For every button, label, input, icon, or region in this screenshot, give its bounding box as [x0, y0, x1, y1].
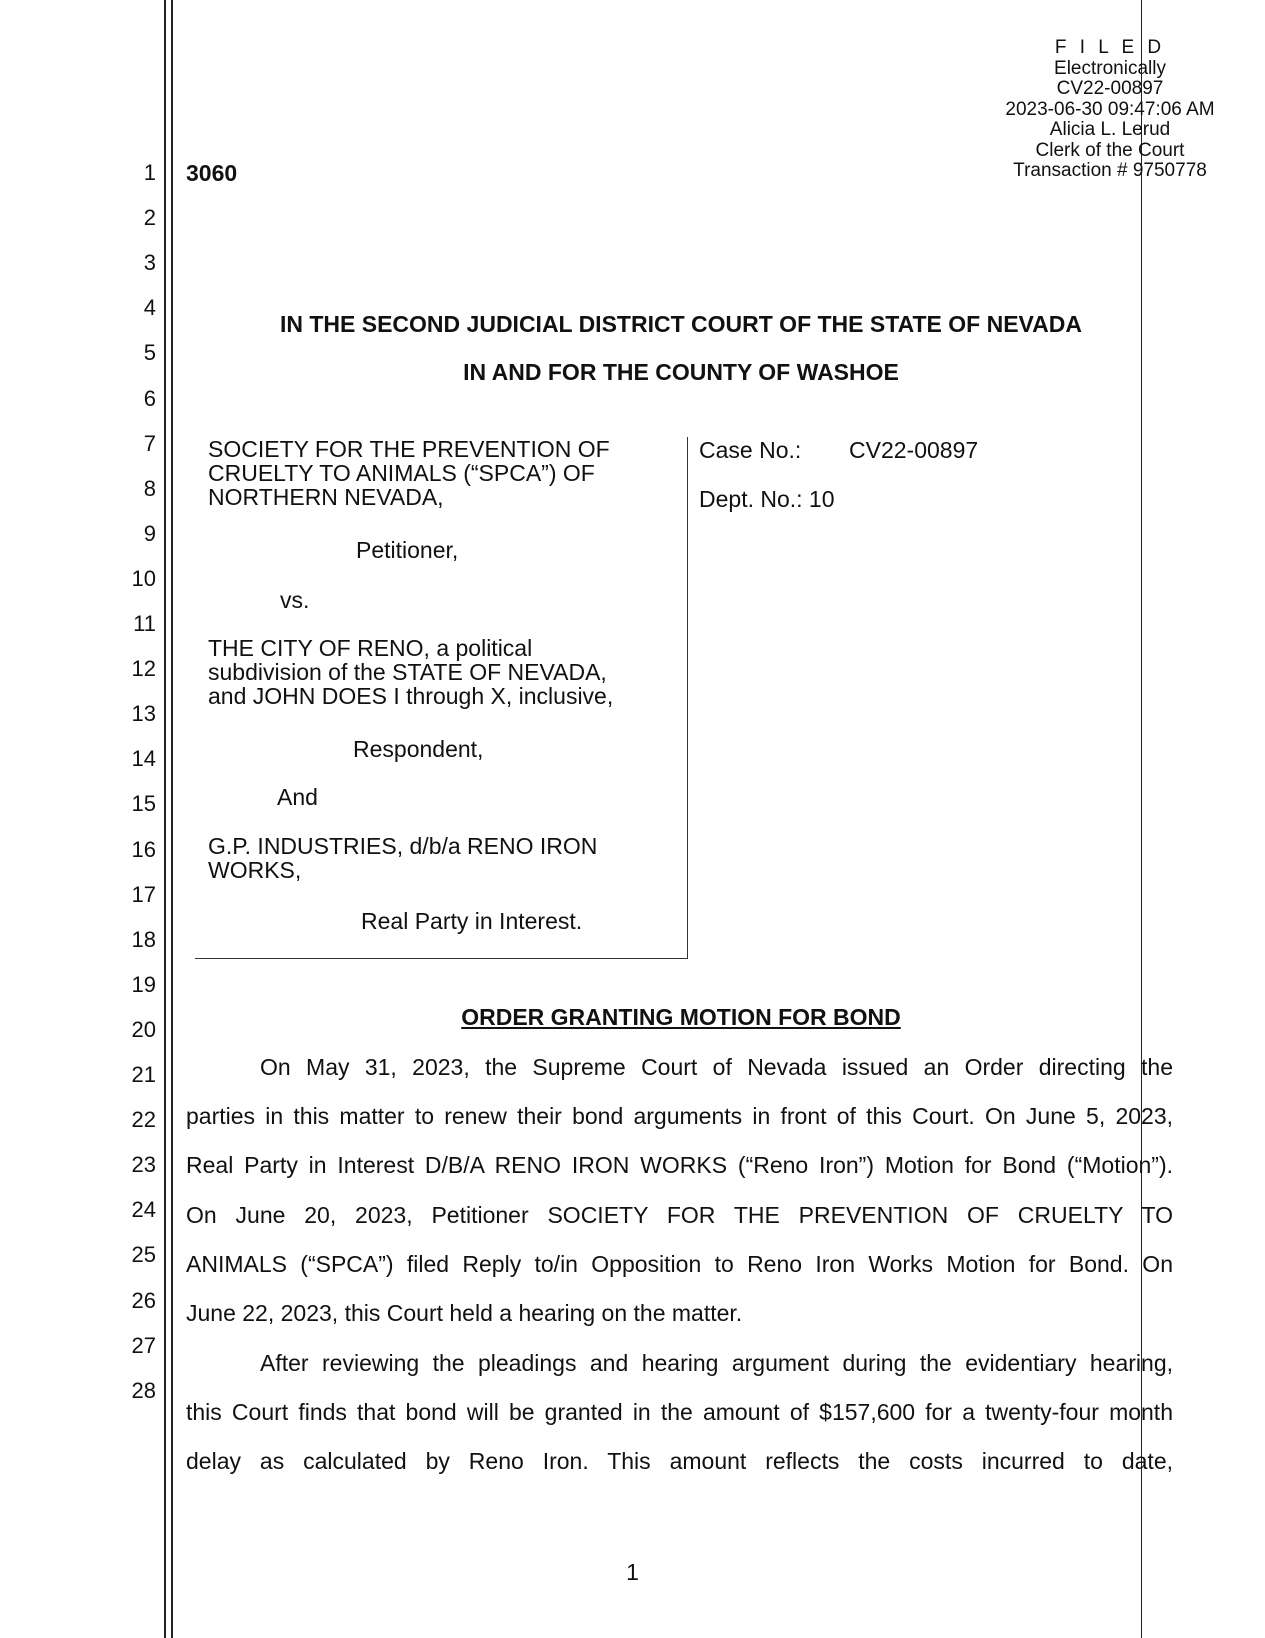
petitioner-line: NORTHERN NEVADA,: [208, 484, 444, 510]
line-number: 2: [143, 205, 156, 230]
line-number: 3: [143, 250, 156, 275]
petitioner-line: SOCIETY FOR THE PREVENTION OF: [208, 436, 610, 462]
body-line: On June 20, 2023, Petitioner SOCIETY FOR THE PREVENTION OF CRUELTY TO: [186, 1202, 1173, 1228]
versus-label: vs.: [280, 587, 310, 613]
clerk-name: Alicia L. Lerud: [1049, 119, 1171, 140]
line-number: 9: [143, 521, 156, 546]
page-number: 1: [626, 1559, 639, 1585]
respondent-name: [208, 636, 613, 708]
respondent-role: Respondent,: [353, 736, 484, 762]
real-party-line: G.P. INDUSTRIES, d/b/a RENO IRON: [208, 833, 598, 859]
line-number: 22: [131, 1107, 156, 1132]
line-number: 21: [131, 1062, 156, 1087]
line-number: 14: [131, 746, 156, 771]
line-number: 23: [131, 1152, 156, 1177]
real-party-name: [208, 834, 597, 882]
caption-divider-vertical: [687, 437, 688, 958]
transaction-number: Transaction # 9750778: [1013, 160, 1207, 181]
line-number: 27: [131, 1333, 156, 1358]
clerk-title: Clerk of the Court: [1035, 139, 1185, 161]
respondent-line: subdivision of the STATE OF NEVADA,: [208, 659, 607, 685]
real-party-role: Real Party in Interest.: [361, 908, 583, 934]
body-line: parties in this matter to renew their bond arguments in front of this Court. On June 5, 2023,: [186, 1103, 1173, 1129]
line-number: 26: [131, 1288, 156, 1313]
line-number: 12: [131, 656, 156, 681]
line-number: 4: [143, 295, 156, 320]
line-number: 20: [131, 1017, 156, 1042]
line-number: 19: [131, 972, 156, 997]
stamp-case-number: CV22-00897: [1056, 78, 1164, 99]
line-number: 11: [133, 611, 156, 636]
line-number: 10: [131, 566, 156, 591]
case-number-label: Case No.:: [699, 437, 802, 463]
line-number: 1: [143, 160, 156, 185]
line-number: 25: [131, 1242, 156, 1267]
body-line: this Court finds that bond will be granted in the amount of $157,600 for a twenty-four month: [186, 1399, 1173, 1425]
line-number: 24: [131, 1197, 156, 1222]
court-title-line-2: IN AND FOR THE COUNTY OF WASHOE: [463, 359, 899, 385]
document-code: 3060: [186, 160, 238, 186]
filing-method: Electronically: [1054, 57, 1166, 79]
caption-divider-horizontal: [195, 958, 688, 959]
body-line: ANIMALS (“SPCA”) filed Reply to/in Opposition to Reno Iron Works Motion for Bond. On: [186, 1251, 1173, 1277]
body-line: After reviewing the pleadings and hearing argument during the evidentiary hearing,: [260, 1350, 1173, 1376]
right-margin-rule: [1141, 0, 1142, 1638]
real-party-line: WORKS,: [208, 857, 302, 883]
body-line: delay as calculated by Reno Iron. This amount reflects the costs incurred to date,: [186, 1448, 1173, 1474]
petitioner-line: CRUELTY TO ANIMALS (“SPCA”) OF: [208, 460, 595, 486]
left-margin-rule-inner: [171, 0, 173, 1638]
department-number: Dept. No.: 10: [699, 486, 835, 512]
line-number: 13: [131, 701, 156, 726]
body-line: On May 31, 2023, the Supreme Court of Nevada issued an Order directing the: [260, 1054, 1173, 1080]
line-number: 6: [143, 386, 156, 411]
line-number: 5: [143, 340, 156, 365]
filing-stamp: [960, 38, 1260, 182]
line-number: 18: [131, 927, 156, 952]
petitioner-role: Petitioner,: [356, 537, 459, 563]
respondent-line: and JOHN DOES I through X, inclusive,: [208, 683, 614, 709]
court-title-line-1: IN THE SECOND JUDICIAL DISTRICT COURT OF THE STATE OF NEVADA: [279, 311, 1083, 337]
line-number: 17: [131, 882, 156, 907]
line-number: 28: [131, 1378, 156, 1403]
conjunction-label: And: [277, 784, 318, 810]
left-margin-rule-outer: [164, 0, 166, 1638]
respondent-line: THE CITY OF RENO, a political: [208, 635, 533, 661]
body-line: June 22, 2023, this Court held a hearing on the matter.: [186, 1300, 743, 1326]
case-number-value: CV22-00897: [849, 437, 979, 463]
body-line: Real Party in Interest D/B/A RENO IRON WORKS (“Reno Iron”) Motion for Bond (“Motion”).: [186, 1152, 1173, 1178]
order-title: ORDER GRANTING MOTION FOR BOND: [461, 1004, 901, 1030]
line-number: 8: [143, 476, 156, 501]
line-number: 16: [131, 837, 156, 862]
line-number: 15: [131, 791, 156, 816]
line-number: 7: [143, 431, 156, 456]
filed-status: F I L E D: [1054, 37, 1166, 58]
petitioner-name: [208, 437, 610, 509]
filing-datetime: 2023-06-30 09:47:06 AM: [1005, 98, 1215, 120]
